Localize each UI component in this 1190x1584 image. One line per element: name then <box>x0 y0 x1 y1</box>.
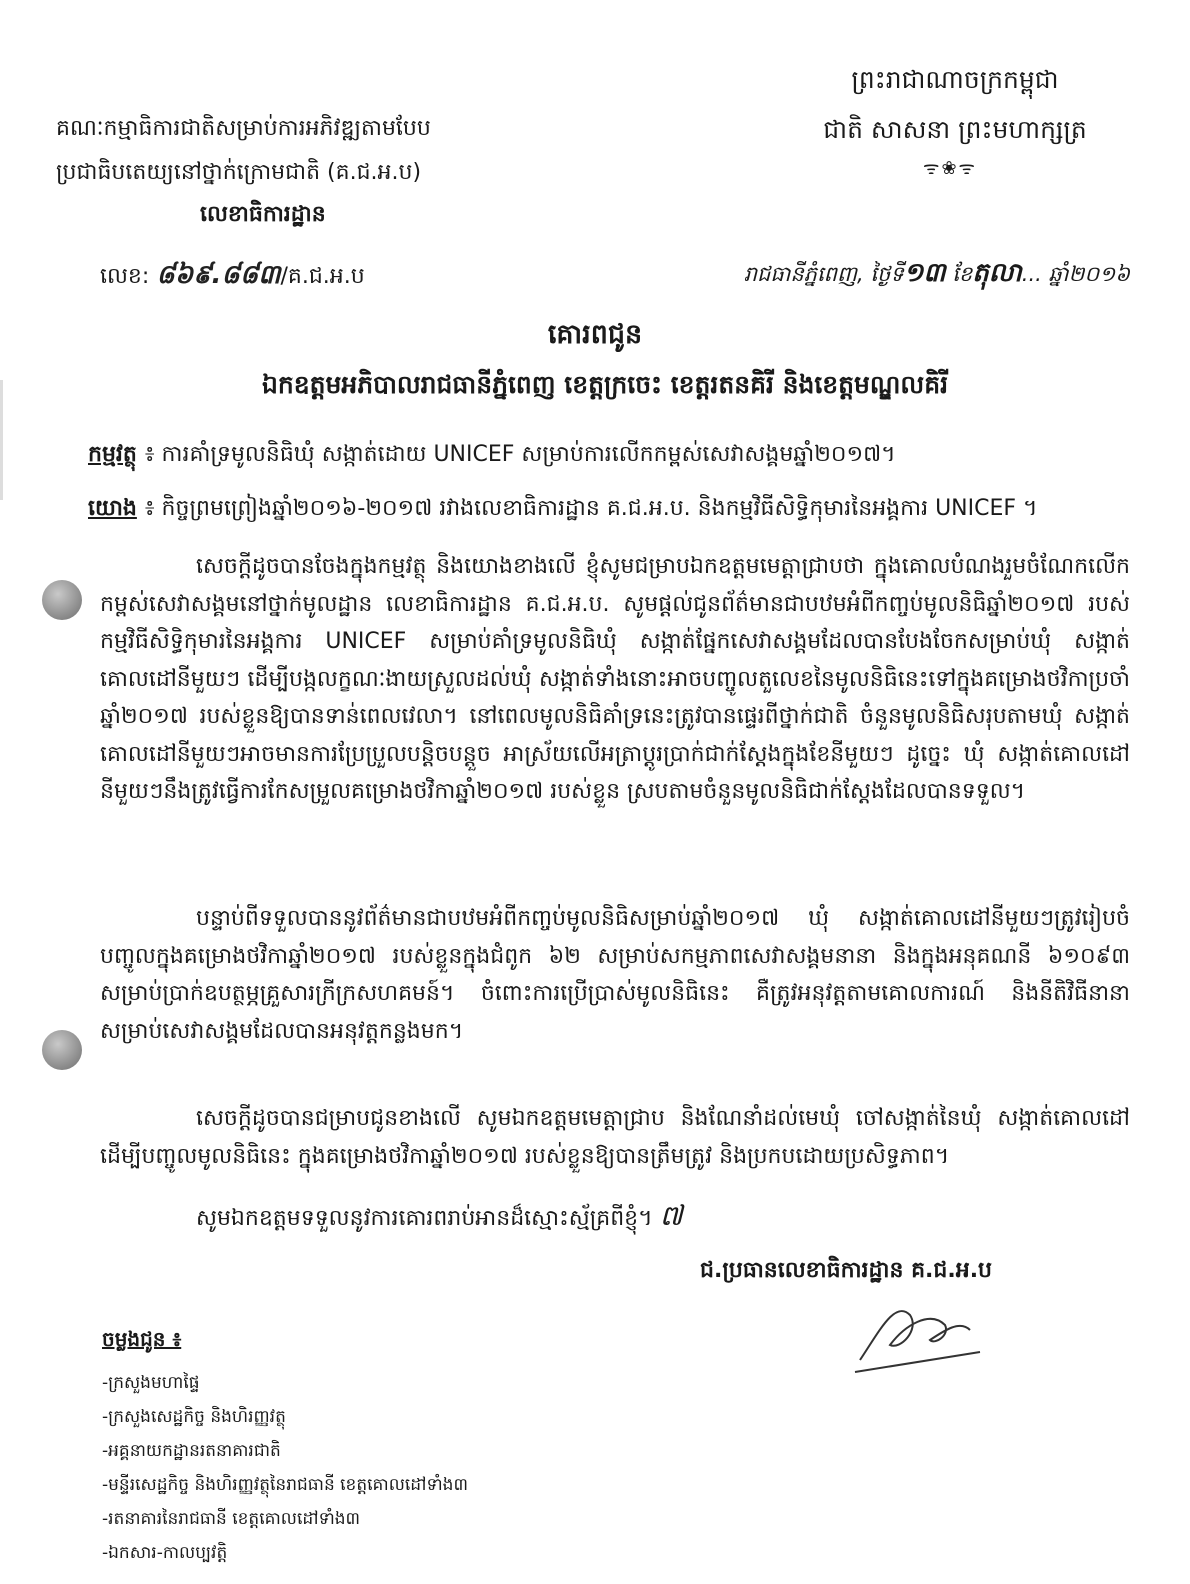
cc-item: -ក្រសួងមហាផ្ទៃ <box>102 1373 200 1393</box>
body-paragraph-2: បន្ទាប់ពីទទួលបាននូវព័ត៌មានជាបឋមអំពីកញ្ចប់មូលនិធិសម្រាប់ឆ្នាំ២០១៧ ឃុំ សង្កាត់គោលដៅនីមួយៗត្រូវរៀបចំបញ្ចូលក្នុងគម្រោងថវិកាឆ្នាំ២០១៧ របស់ខ្លួនក្នុងជំពូក ៦២ សម្រាប់សកម្មភាពសេវាសង្គមនានា និងក្នុងអនុគណនី ៦១០៩៣ សម្រាប់ប្រាក់ឧបត្ថម្ភគ្រួសារក្រីក្រសហគមន៍។ ចំពោះការប្រើប្រាស់មូលនិធិនេះ គឺត្រូវអនុវត្តតាមគោលការណ៍ និងនីតិវិធីនានាសម្រាប់សេវាសង្គមដែលបានអនុវត្តកន្លងមក។ <box>100 906 1130 1044</box>
subject-label: កម្មវត្ថុ <box>88 442 137 467</box>
kingdom-title: ព្រះរាជាណាចក្រកម្ពុជា <box>851 65 1059 94</box>
national-motto: ជាតិ សាសនា ព្រះមហាក្សត្រ <box>823 115 1087 144</box>
punch-hole <box>42 580 82 620</box>
handwritten-signature <box>850 1290 990 1380</box>
closing-text: សូមឯកឧត្តមទទួលនូវការគោរពរាប់អានដ៏ស្មោះស្ម័គ្រពីខ្ញុំ។ <box>196 1206 653 1231</box>
cc-title: ចម្លងជូន ៖ <box>102 1327 182 1351</box>
signer-title: ជ.ប្រធានលេខាធិការដ្ឋាន គ.ជ.អ.ប <box>700 1258 993 1283</box>
reference-label: លេខ: <box>100 264 157 289</box>
subject-text: ៖ ការគាំទ្រមូលនិធិឃុំ សង្កាត់ដោយ UNICEF សម្រាប់ការលើកកម្ពស់សេវាសង្គមឆ្នាំ២០១៧។ <box>144 442 896 467</box>
scan-edge-shadow <box>0 380 3 500</box>
cc-item: -រតនាគារនៃរាជធានី ខេត្តគោលដៅទាំង៣ <box>102 1509 361 1529</box>
cc-item: -ក្រសួងសេដ្ឋកិច្ច និងហិរញ្ញវត្ថុ <box>102 1407 286 1427</box>
reference-field-label: យោង <box>88 496 137 521</box>
recipients-heading: ឯកឧត្តមអភិបាលរាជធានីភ្នំពេញ ខេត្តក្រចេះ ខេត្តរតនគិរី និងខេត្តមណ្ឌលគិរី <box>261 370 949 399</box>
closing-line <box>196 1198 683 1239</box>
date-line <box>690 256 1130 294</box>
organization-name-line1: គណៈកម្មាធិការជាតិសម្រាប់ការអភិវឌ្ឍតាមបែប <box>56 116 431 141</box>
secretariat-title: លេខាធិការដ្ឋាន <box>200 202 326 227</box>
date-year: ... ឆ្នាំ២០១៦ <box>1021 262 1130 286</box>
reference-number-line <box>100 258 365 296</box>
body-paragraph-3: សេចក្តីដូចបានជម្រាបជូនខាងលើ សូមឯកឧត្តមមេត្តាជ្រាប និងណែនាំដល់មេឃុំ ចៅសង្កាត់នៃឃុំ សង្កាត់គោលដៅដើម្បីបញ្ចូលមូលនិធិនេះ ក្នុងគម្រោងថវិកាឆ្នាំ២០១៧ របស់ខ្លួនឱ្យបានត្រឹមត្រូវ និងប្រកបដោយប្រសិទ្ធភាព។ <box>100 1106 1130 1169</box>
cc-item: -មន្ទីរសេដ្ឋកិច្ច និងហិរញ្ញវត្ថុនៃរាជធានី ខេត្តគោលដៅទាំង៣ <box>102 1475 468 1495</box>
reference-number: ៨៦៩.៨៨៣ <box>156 260 281 290</box>
date-day: ១៣ <box>903 258 946 288</box>
respectfully-heading: គោរពជូន <box>547 319 643 350</box>
punch-hole <box>42 1030 82 1070</box>
body-paragraph-1: សេចក្តីដូចបានចែងក្នុងកម្មវត្ថុ និងយោងខាងលើ ខ្ញុំសូមជម្រាបឯកឧត្តមមេត្តាជ្រាបថា ក្នុងគោលបំណងរួមចំណែកលើកកម្ពស់សេវាសង្គមនៅថ្នាក់មូលដ្ឋាន លេខាធិការដ្ឋាន គ.ជ.អ.ប. សូមផ្តល់ជូនព័ត៌មានជាបឋមអំពីកញ្ចប់មូលនិធិឆ្នាំ២០១៧ របស់កម្មវិធីសិទ្ធិកុមារនៃអង្គការ UNICEF សម្រាប់គាំទ្រមូលនិធិឃុំ សង្កាត់ផ្នែកសេវាសង្គមដែលបានបែងចែកសម្រាប់ឃុំ សង្កាត់គោលដៅនីមួយៗ ដើម្បីបង្កលក្ខណៈងាយស្រួលដល់ឃុំ សង្កាត់ទាំងនោះអាចបញ្ចូលតួលេខនៃមូលនិធិនេះទៅក្នុងគម្រោងថវិកាប្រចាំឆ្នាំ២០១៧ របស់ខ្លួនឱ្យបានទាន់ពេលវេលា។ នៅពេលមូលនិធិគាំទ្រនេះត្រូវបានផ្ទេរពីថ្នាក់ជាតិ ចំនួនមូលនិធិសរុបតាមឃុំ សង្កាត់គោលដៅនីមួយៗអាចមានការប្រែប្រួលបន្តិចបន្តួច អាស្រ័យលើអត្រាប្តូរប្រាក់ជាក់ស្តែងក្នុងខែនីមួយៗ ដូច្នេះ ឃុំ សង្កាត់គោលដៅនីមួយៗនឹងត្រូវធ្វើការកែសម្រួលគម្រោងថវិកាឆ្នាំ២០១៧ របស់ខ្លួន ស្របតាមចំនួនមូលនិធិជាក់ស្តែងដែលបានទទួល។ <box>100 554 1130 804</box>
cc-item: -អគ្គនាយកដ្ឋានរតនាគារជាតិ <box>102 1441 281 1461</box>
date-month-label: ខែ <box>945 262 973 286</box>
date-prefix: រាជធានីភ្នំពេញ, ថ្ងៃទី <box>743 262 904 286</box>
date-month: តុលា <box>972 258 1022 288</box>
closing-handwritten-mark: ៧ <box>659 1199 683 1232</box>
cc-item: -ឯកសារ-កាលប្បវត្តិ <box>102 1543 228 1563</box>
ornament-divider: ᯤ❀ᯤ <box>923 158 977 179</box>
subject-line <box>88 440 1138 472</box>
reference-suffix: /គ.ជ.អ.ប <box>280 264 365 289</box>
cc-list <box>102 1366 468 1570</box>
organization-name-line2: ប្រជាធិបតេយ្យនៅថ្នាក់ក្រោមជាតិ (គ.ជ.អ.ប) <box>56 160 422 185</box>
reference-text: ៖ កិច្ចព្រមព្រៀងឆ្នាំ២០១៦-២០១៧ រវាងលេខាធិការដ្ឋាន គ.ជ.អ.ប. និងកម្មវិធីសិទ្ធិកុមារនៃអង្គការ UNICEF ។ <box>144 496 1038 521</box>
reference-line <box>88 494 1138 526</box>
